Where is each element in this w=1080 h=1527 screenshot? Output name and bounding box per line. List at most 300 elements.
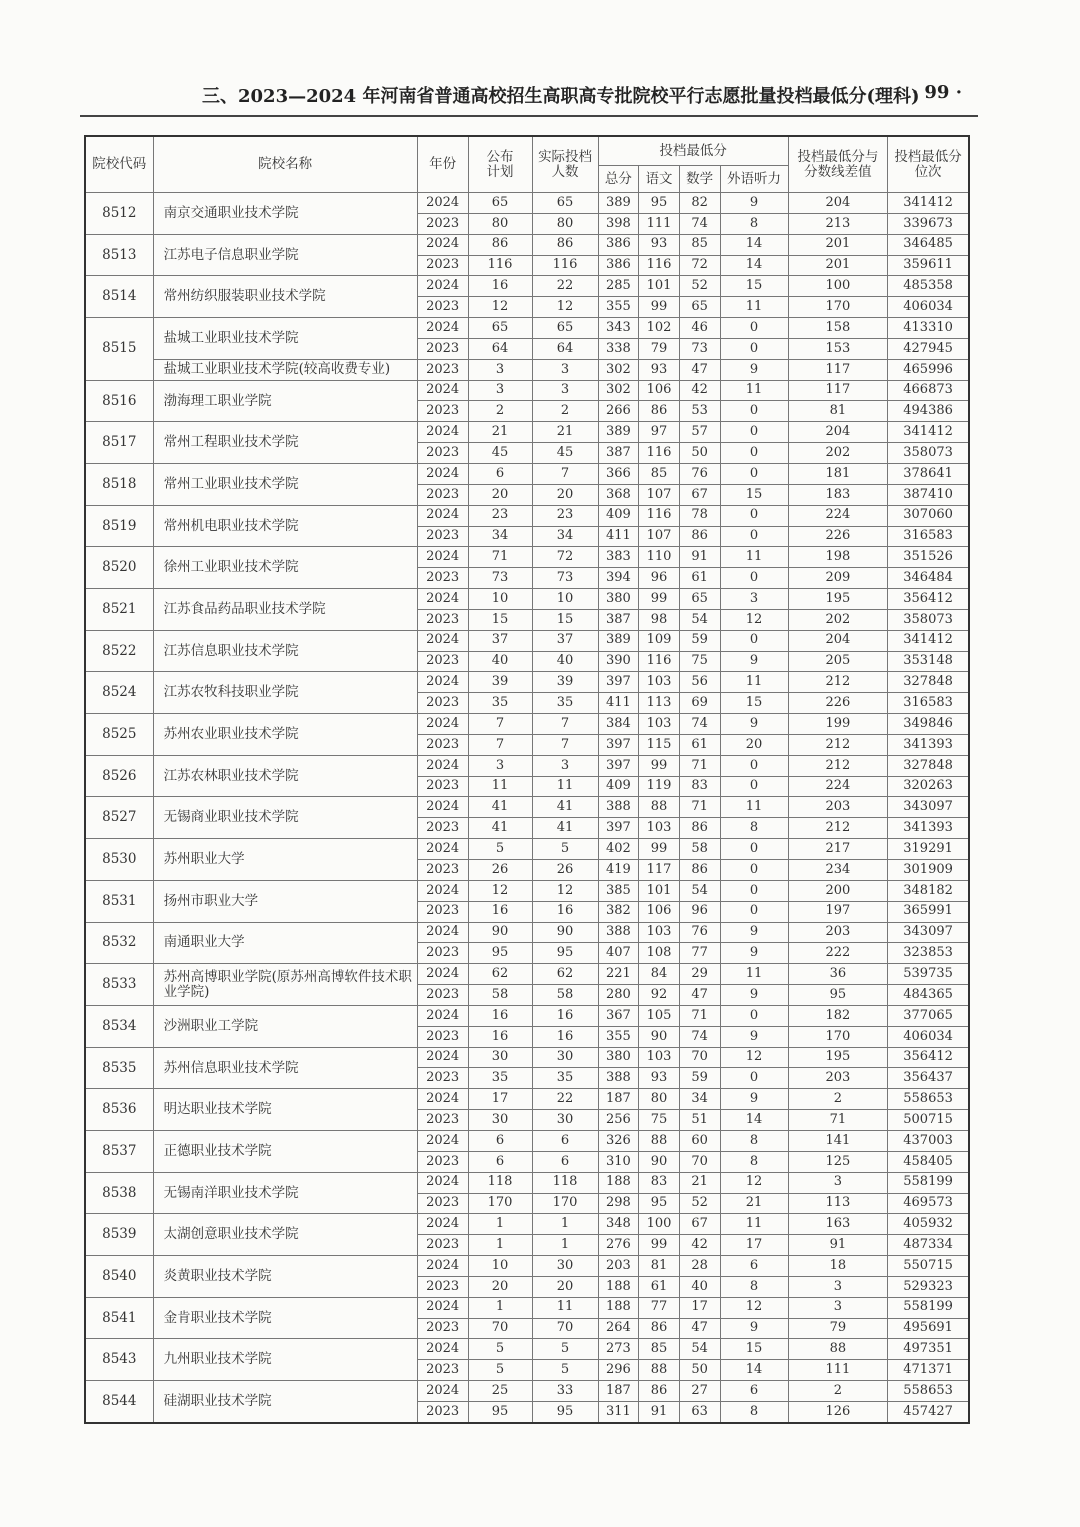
total-score: 388: [598, 1068, 639, 1089]
math-score: 52: [679, 276, 720, 297]
plan: 10: [468, 1256, 532, 1277]
chinese-score: 102: [639, 318, 680, 339]
plan: 12: [468, 880, 532, 901]
foreign-listening-score: 15: [720, 693, 788, 714]
year: 2023: [417, 818, 468, 839]
total-score: 310: [598, 1151, 639, 1172]
chinese-score: 103: [639, 818, 680, 839]
score-diff: 201: [788, 234, 888, 255]
school-name: 苏州信息职业技术学院: [153, 1047, 417, 1089]
school-code: 8513: [85, 234, 153, 276]
col-header-code: 院校代码: [85, 136, 153, 193]
plan: 1: [468, 1214, 532, 1235]
table-row: [85, 1214, 969, 1235]
table-body: [85, 193, 969, 1423]
plan: 116: [468, 255, 532, 276]
math-score: 96: [679, 901, 720, 922]
chinese-score: 119: [639, 776, 680, 797]
plan: 62: [468, 964, 532, 985]
math-score: 40: [679, 1276, 720, 1297]
admitted: 20: [532, 484, 598, 505]
rank: 307060: [888, 505, 969, 526]
foreign-listening-score: 14: [720, 1360, 788, 1381]
foreign-listening-score: 9: [720, 1318, 788, 1339]
table-row: [85, 1297, 969, 1318]
math-score: 51: [679, 1110, 720, 1131]
total-score: 398: [598, 213, 639, 234]
school-code: 8522: [85, 630, 153, 672]
table-row: [85, 964, 969, 985]
math-score: 57: [679, 422, 720, 443]
admitted: 86: [532, 234, 598, 255]
plan: 118: [468, 1172, 532, 1193]
math-score: 73: [679, 338, 720, 359]
score-diff: 91: [788, 1235, 888, 1256]
foreign-listening-score: 9: [720, 1089, 788, 1110]
admitted: 30: [532, 1047, 598, 1068]
total-score: 388: [598, 922, 639, 943]
year: 2024: [417, 1089, 468, 1110]
math-score: 47: [679, 1318, 720, 1339]
math-score: 65: [679, 297, 720, 318]
chinese-score: 110: [639, 547, 680, 568]
year: 2023: [417, 943, 468, 964]
year: 2024: [417, 630, 468, 651]
score-diff: 3: [788, 1297, 888, 1318]
chinese-score: 77: [639, 1297, 680, 1318]
foreign-listening-score: 9: [720, 651, 788, 672]
rank: 356412: [888, 1047, 969, 1068]
admitted: 23: [532, 505, 598, 526]
chinese-score: 99: [639, 297, 680, 318]
school-name: 硅湖职业技术学院: [153, 1381, 417, 1423]
school-code: 8524: [85, 672, 153, 714]
total-score: 302: [598, 380, 639, 401]
school-code: 8521: [85, 589, 153, 631]
foreign-listening-score: 11: [720, 672, 788, 693]
school-code: 8539: [85, 1214, 153, 1256]
total-score: 221: [598, 964, 639, 985]
school-code: 8532: [85, 922, 153, 964]
chinese-score: 88: [639, 1360, 680, 1381]
school-code: 8543: [85, 1339, 153, 1381]
col-header-rank: 投档最低分位次: [888, 136, 969, 193]
math-score: 47: [679, 985, 720, 1006]
rank: 550715: [888, 1256, 969, 1277]
table-row: [85, 1172, 969, 1193]
total-score: 188: [598, 1172, 639, 1193]
rank: 558653: [888, 1381, 969, 1402]
admitted: 16: [532, 1005, 598, 1026]
school-name: 江苏信息职业技术学院: [153, 630, 417, 672]
year: 2023: [417, 1193, 468, 1214]
total-score: 385: [598, 880, 639, 901]
rank: 316583: [888, 693, 969, 714]
col-header-year: 年份: [417, 136, 468, 193]
admitted: 7: [532, 463, 598, 484]
chinese-score: 83: [639, 1172, 680, 1193]
math-score: 29: [679, 964, 720, 985]
plan: 70: [468, 1318, 532, 1339]
total-score: 409: [598, 776, 639, 797]
year: 2023: [417, 1151, 468, 1172]
plan: 26: [468, 860, 532, 881]
math-score: 72: [679, 255, 720, 276]
col-header-diff: 投档最低分与分数线差值: [788, 136, 888, 193]
foreign-listening-score: 12: [720, 1297, 788, 1318]
col-header-chinese: 语文: [639, 166, 680, 193]
math-score: 65: [679, 589, 720, 610]
math-score: 58: [679, 839, 720, 860]
foreign-listening-score: 9: [720, 714, 788, 735]
year: 2023: [417, 1235, 468, 1256]
math-score: 82: [679, 193, 720, 214]
rank: 356437: [888, 1068, 969, 1089]
table-row: [85, 839, 969, 860]
total-score: 338: [598, 338, 639, 359]
chinese-score: 105: [639, 1005, 680, 1026]
score-diff: 100: [788, 276, 888, 297]
rank: 341393: [888, 818, 969, 839]
foreign-listening-score: 9: [720, 359, 788, 380]
foreign-listening-score: 15: [720, 1339, 788, 1360]
score-diff: 213: [788, 213, 888, 234]
year: 2024: [417, 1381, 468, 1402]
math-score: 71: [679, 755, 720, 776]
math-score: 74: [679, 1026, 720, 1047]
total-score: 411: [598, 526, 639, 547]
math-score: 50: [679, 1360, 720, 1381]
plan: 34: [468, 526, 532, 547]
foreign-listening-score: 0: [720, 422, 788, 443]
math-score: 46: [679, 318, 720, 339]
total-score: 348: [598, 1214, 639, 1235]
chinese-score: 116: [639, 443, 680, 464]
math-score: 54: [679, 609, 720, 630]
year: 2023: [417, 1026, 468, 1047]
score-diff: 195: [788, 1047, 888, 1068]
plan: 20: [468, 1276, 532, 1297]
admitted: 16: [532, 901, 598, 922]
chinese-score: 88: [639, 797, 680, 818]
year: 2023: [417, 1318, 468, 1339]
math-score: 28: [679, 1256, 720, 1277]
score-diff: 117: [788, 380, 888, 401]
admitted: 170: [532, 1193, 598, 1214]
chinese-score: 96: [639, 568, 680, 589]
chinese-score: 103: [639, 922, 680, 943]
chinese-score: 95: [639, 1193, 680, 1214]
foreign-listening-score: 9: [720, 1026, 788, 1047]
math-score: 42: [679, 380, 720, 401]
table-header: [85, 136, 969, 193]
year: 2024: [417, 505, 468, 526]
plan: 6: [468, 463, 532, 484]
chinese-score: 91: [639, 1401, 680, 1422]
table-row: [85, 1381, 969, 1402]
total-score: 389: [598, 630, 639, 651]
score-diff: 113: [788, 1193, 888, 1214]
foreign-listening-score: 12: [720, 1172, 788, 1193]
foreign-listening-score: 9: [720, 985, 788, 1006]
math-score: 85: [679, 234, 720, 255]
table-row: [85, 880, 969, 901]
math-score: 74: [679, 714, 720, 735]
math-score: 34: [679, 1089, 720, 1110]
plan: 3: [468, 755, 532, 776]
admitted: 5: [532, 839, 598, 860]
score-diff: 117: [788, 359, 888, 380]
year: 2024: [417, 1256, 468, 1277]
year: 2024: [417, 380, 468, 401]
plan: 30: [468, 1047, 532, 1068]
year: 2024: [417, 964, 468, 985]
chinese-score: 80: [639, 1089, 680, 1110]
math-score: 76: [679, 922, 720, 943]
admitted: 118: [532, 1172, 598, 1193]
plan: 1: [468, 1297, 532, 1318]
total-score: 326: [598, 1130, 639, 1151]
admitted: 72: [532, 547, 598, 568]
score-diff: 158: [788, 318, 888, 339]
score-diff: 203: [788, 797, 888, 818]
score-diff: 163: [788, 1214, 888, 1235]
plan: 16: [468, 1005, 532, 1026]
year: 2024: [417, 422, 468, 443]
table-row: [85, 505, 969, 526]
chinese-score: 97: [639, 422, 680, 443]
school-name: 沙洲职业工学院: [153, 1005, 417, 1047]
school-code: 8530: [85, 839, 153, 881]
school-name: 炎黄职业技术学院: [153, 1256, 417, 1298]
plan: 3: [468, 359, 532, 380]
foreign-listening-score: 0: [720, 630, 788, 651]
score-diff: 202: [788, 609, 888, 630]
math-score: 71: [679, 1005, 720, 1026]
foreign-listening-score: 15: [720, 484, 788, 505]
year: 2023: [417, 860, 468, 881]
score-diff: 226: [788, 693, 888, 714]
school-name: 苏州农业职业技术学院: [153, 714, 417, 756]
score-diff: 79: [788, 1318, 888, 1339]
score-diff: 195: [788, 589, 888, 610]
plan: 5: [468, 839, 532, 860]
year: 2024: [417, 463, 468, 484]
plan: 7: [468, 714, 532, 735]
plan: 86: [468, 234, 532, 255]
admitted: 7: [532, 714, 598, 735]
admitted: 58: [532, 985, 598, 1006]
year: 2023: [417, 1276, 468, 1297]
foreign-listening-score: 0: [720, 443, 788, 464]
total-score: 383: [598, 547, 639, 568]
school-code: 8533: [85, 964, 153, 1006]
year: 2024: [417, 1130, 468, 1151]
foreign-listening-score: 0: [720, 568, 788, 589]
rank: 343097: [888, 922, 969, 943]
school-name: 盐城工业职业技术学院(较高收费专业): [153, 359, 417, 380]
total-score: 355: [598, 297, 639, 318]
score-diff: 141: [788, 1130, 888, 1151]
chinese-score: 84: [639, 964, 680, 985]
plan: 17: [468, 1089, 532, 1110]
score-diff: 201: [788, 255, 888, 276]
total-score: 187: [598, 1381, 639, 1402]
year: 2023: [417, 1110, 468, 1131]
table-row: [85, 714, 969, 735]
total-score: 298: [598, 1193, 639, 1214]
math-score: 42: [679, 1235, 720, 1256]
score-diff: 212: [788, 818, 888, 839]
school-name: 苏州高博职业学院(原苏州高博软件技术职业学院): [153, 964, 417, 1006]
school-code: 8525: [85, 714, 153, 756]
rank: 466873: [888, 380, 969, 401]
admitted: 6: [532, 1151, 598, 1172]
plan: 45: [468, 443, 532, 464]
col-header-total: 总分: [598, 166, 639, 193]
school-name: 江苏电子信息职业学院: [153, 234, 417, 276]
total-score: 409: [598, 505, 639, 526]
foreign-listening-score: 0: [720, 901, 788, 922]
foreign-listening-score: 8: [720, 1276, 788, 1297]
year: 2024: [417, 1214, 468, 1235]
total-score: 203: [598, 1256, 639, 1277]
admitted: 65: [532, 193, 598, 214]
year: 2023: [417, 1360, 468, 1381]
school-code: 8534: [85, 1005, 153, 1047]
chinese-score: 93: [639, 234, 680, 255]
year: 2024: [417, 797, 468, 818]
rank: 406034: [888, 297, 969, 318]
rank: 351526: [888, 547, 969, 568]
chinese-score: 85: [639, 463, 680, 484]
school-code: 8518: [85, 463, 153, 505]
admitted: 30: [532, 1256, 598, 1277]
year: 2023: [417, 609, 468, 630]
plan: 3: [468, 380, 532, 401]
plan: 16: [468, 1026, 532, 1047]
total-score: 276: [598, 1235, 639, 1256]
score-diff: 217: [788, 839, 888, 860]
plan: 95: [468, 943, 532, 964]
plan: 23: [468, 505, 532, 526]
score-diff: 81: [788, 401, 888, 422]
foreign-listening-score: 3: [720, 589, 788, 610]
foreign-listening-score: 20: [720, 734, 788, 755]
table-row: [85, 1089, 969, 1110]
rank: 346485: [888, 234, 969, 255]
chinese-score: 116: [639, 255, 680, 276]
year: 2023: [417, 443, 468, 464]
year: 2023: [417, 776, 468, 797]
chinese-score: 99: [639, 1235, 680, 1256]
plan: 41: [468, 818, 532, 839]
school-name: 明达职业技术学院: [153, 1089, 417, 1131]
math-score: 67: [679, 1214, 720, 1235]
rank: 413310: [888, 318, 969, 339]
admitted: 41: [532, 818, 598, 839]
school-code: 8526: [85, 755, 153, 797]
admitted: 2: [532, 401, 598, 422]
score-diff: 125: [788, 1151, 888, 1172]
plan: 65: [468, 318, 532, 339]
plan: 12: [468, 297, 532, 318]
total-score: 387: [598, 609, 639, 630]
admitted: 15: [532, 609, 598, 630]
rank: 316583: [888, 526, 969, 547]
year: 2024: [417, 547, 468, 568]
admitted: 64: [532, 338, 598, 359]
admitted: 35: [532, 1068, 598, 1089]
total-score: 296: [598, 1360, 639, 1381]
admitted: 73: [532, 568, 598, 589]
school-code: 8515: [85, 318, 153, 381]
admitted: 10: [532, 589, 598, 610]
admitted: 70: [532, 1318, 598, 1339]
admitted: 45: [532, 443, 598, 464]
year: 2024: [417, 276, 468, 297]
foreign-listening-score: 0: [720, 839, 788, 860]
school-name: 金肯职业技术学院: [153, 1297, 417, 1339]
rank: 378641: [888, 463, 969, 484]
score-diff: 204: [788, 422, 888, 443]
admitted: 35: [532, 693, 598, 714]
table-row: [85, 234, 969, 255]
foreign-listening-score: 0: [720, 1005, 788, 1026]
admitted: 33: [532, 1381, 598, 1402]
math-score: 86: [679, 818, 720, 839]
year: 2024: [417, 318, 468, 339]
col-header-plan: 公布计划: [468, 136, 532, 193]
rank: 339673: [888, 213, 969, 234]
school-name: 太湖创意职业技术学院: [153, 1214, 417, 1256]
total-score: 264: [598, 1318, 639, 1339]
chinese-score: 113: [639, 693, 680, 714]
admitted: 37: [532, 630, 598, 651]
chinese-score: 86: [639, 1381, 680, 1402]
col-header-foreign-listening: 外语听力: [720, 166, 788, 193]
score-diff: 202: [788, 443, 888, 464]
admitted: 11: [532, 1297, 598, 1318]
table-row: [85, 193, 969, 214]
total-score: 397: [598, 672, 639, 693]
chinese-score: 108: [639, 943, 680, 964]
score-diff: 203: [788, 1068, 888, 1089]
plan: 16: [468, 901, 532, 922]
plan: 11: [468, 776, 532, 797]
chinese-score: 93: [639, 359, 680, 380]
math-score: 71: [679, 797, 720, 818]
plan: 37: [468, 630, 532, 651]
admitted: 3: [532, 359, 598, 380]
rank: 327848: [888, 672, 969, 693]
table-row: [85, 797, 969, 818]
table-row: [85, 1130, 969, 1151]
score-diff: 88: [788, 1339, 888, 1360]
foreign-listening-score: 0: [720, 860, 788, 881]
total-score: 389: [598, 193, 639, 214]
total-score: 188: [598, 1297, 639, 1318]
plan: 6: [468, 1130, 532, 1151]
plan: 64: [468, 338, 532, 359]
admitted: 22: [532, 276, 598, 297]
table-row: [85, 589, 969, 610]
rank: 484365: [888, 985, 969, 1006]
total-score: 397: [598, 734, 639, 755]
admitted: 7: [532, 734, 598, 755]
admitted: 16: [532, 1026, 598, 1047]
school-name: 苏州职业大学: [153, 839, 417, 881]
